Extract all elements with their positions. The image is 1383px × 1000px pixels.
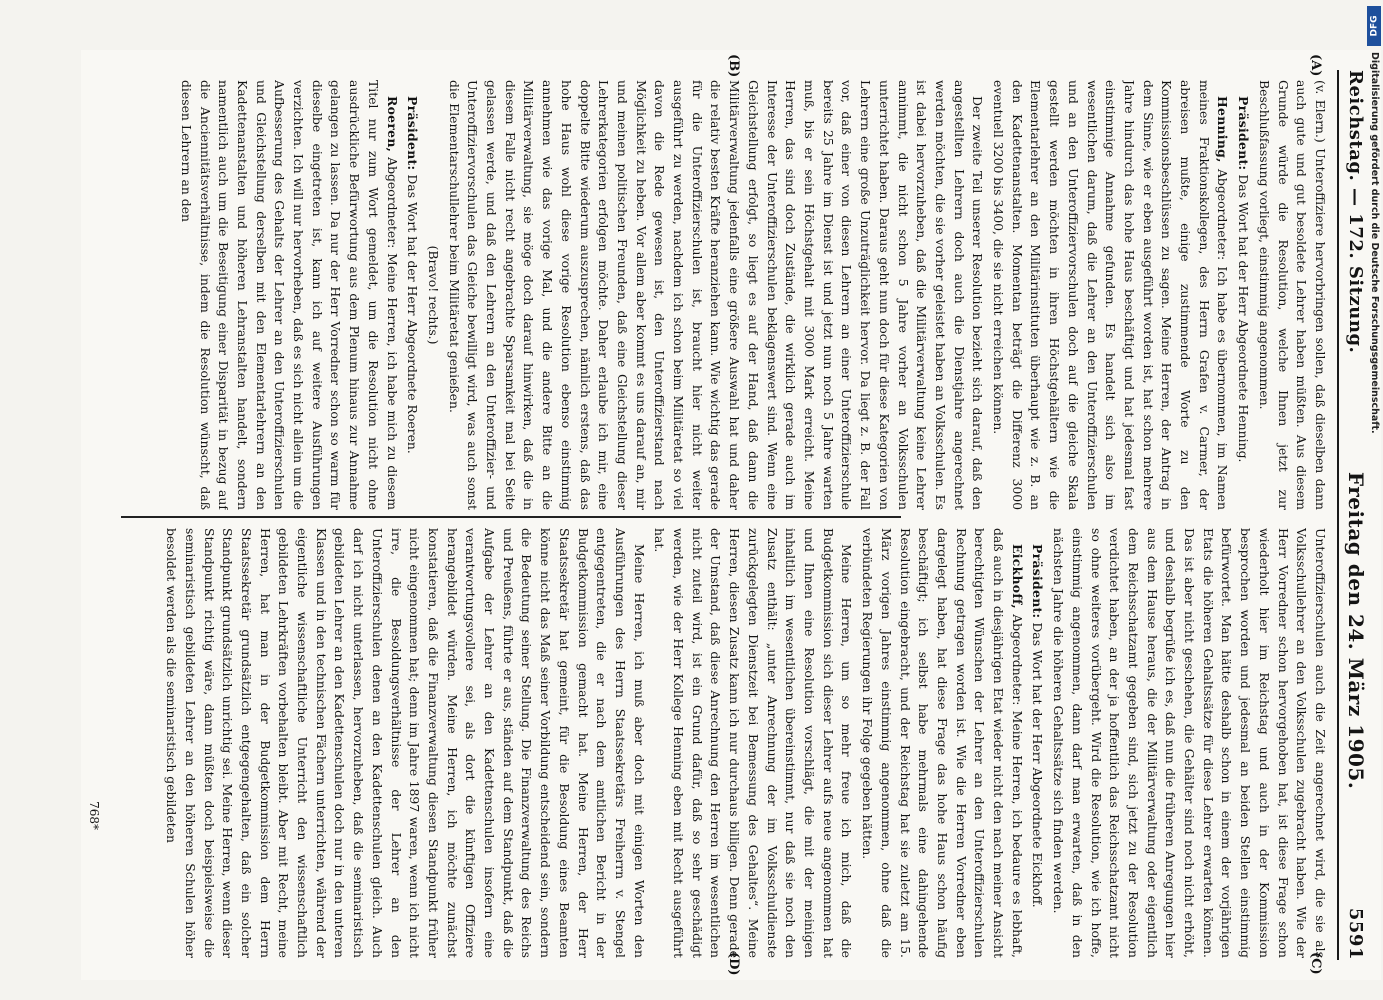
speaker-name: Präsident: bbox=[1030, 544, 1046, 619]
speech-paragraph bbox=[403, 80, 422, 510]
text-paragraph bbox=[650, 528, 856, 958]
dfg-logo: DFG bbox=[1367, 6, 1381, 46]
header-left: Reichstag. — 172. Sitzung. bbox=[1345, 70, 1367, 354]
paragraph-text: Meine Herren, ich muß aber doch mit einigen Worten den Ausführungen des Herrn Staatssekretärs Freiherrn v. Stengel entgegentreten, die er nach dem amtlichen Bericht in der Budgetkommission gemacht hat. Meine Herren, der Herr Staatssekretär hat gemeint, für die Besoldung eines Beamten könne nicht das Maß seiner Vorbildung entscheidend sein, sondern die Bedeutung seiner Stellung. Die Finanzverwaltung des Reichs und Preußens, führte er aus, ständen auf dem Standpunkt, daß die Aufgabe der Lehrer an den Kadettenschulen insofern eine verantwortungsvollere sei, als dort die künftigen Offiziere herangebildet würden. Meine Herren, ich möchte zunächst konstatieren, daß die Finanzverwaltung diesen Standpunkt früher nicht eingenommen hat; denn im Jahre 1897 waren, wenn ich nicht irre, die Besoldungsverhältnisse der Lehrer an den Unteroffizierschulen denen an den Kadettenschulen gleich. Auch darf ich nicht unterlassen, hervorzuheben, daß die seminaristisch gebildeten Lehrer an den Kadettenschulen doch nur in den unteren Klassen und in den technischen Fächern unterrichten, während der eigentliche wissenschaftliche Unterricht den wissenschaftlich gebildeten Lehrkräften vorbehalten bleibt. Aber mit Recht, meine Herren, hat man in der Budgetkommission dem Herrn Staatssekretär grundsätzlich entgegengehalten, daß ein solcher Standpunkt grundsätzlich unrichtig sei. Meine Herren, wenn dieser Standpunkt richtig wäre, dann müßten doch beispielsweise die seminaristisch gebildeten Lehrer an den höheren Schulen höher besoldet werden als die seminaristisch gebildeten bbox=[164, 528, 647, 958]
margin-marker-c: (C) bbox=[1308, 952, 1323, 975]
text-paragraph bbox=[161, 528, 647, 958]
text-paragraph bbox=[423, 80, 442, 510]
paragraph-text: Das Wort hat der Herr Abgeordnete Roeren. bbox=[405, 174, 421, 454]
text-paragraph bbox=[1254, 80, 1329, 510]
digitization-note: Digitalisierung gefördert durch die Deutsche Forschungsgemeinschaft. bbox=[1369, 52, 1380, 434]
page-number: 5591 bbox=[1345, 907, 1367, 960]
paragraph-text: (Bravo! rechts.) bbox=[425, 245, 441, 345]
text-paragraph bbox=[444, 80, 986, 510]
paragraph-text: Der zweite Teil unserer Resolution bezieht sich darauf, daß den angestellten Lehrern doch auch die Dienstjahre angerechnet werden möchten, die sie vorher geleistet haben an Volksschulen. Es ist dabei hervorzuheben, daß die Militärverwaltung keine Lehrer annimmt, die nicht schon 5 Jahre vorher an Volksschulen unterrichtet haben. Daraus geht nun doch für diese Kategorien von Lehrern eine große Unzuträglichkeit hervor. Da liegt z. B. der Fall vor, daß einer von diesen Lehrern an einer Unteroffizierschule bereits 25 Jahre im Dienst ist und jetzt nun noch 5 Jahre warten muß, bis er sein Höchstgehalt mit 3000 Mark erreicht. Meine Herren, das sind doch Zustände, die wirklich gerade auch im Interesse der Unteroffizierschulen beklagenswert sind. Wenn eine Gleichstellung erfolgt, so liegt es auf der Hand, daß dann die Militärverwaltung jedenfalls eine größere Auswahl hat und daher die relativ besten Kräfte heranziehen kann. Wie wichtig das gerade für die Unteroffizierschulen ist, braucht hier nicht weiter ausgeführt zu werden, nachdem ich schon beim Militäretat so viel davon die Rede gewesen ist, den Unteroffizierstand nach Möglichkeit zu heben. Vor allem aber kommt es uns darauf an, mir und meinen politischen Freunden, daß eine Gleichstellung dieser Lehrerkategorien erfolgen möchte. Daher erlaube ich mir, eine doppelte Bitte wiederum auszusprechen, nämlich erstens, daß das hohe Haus wohl diese vorige Resolution ebenso einstimmig annehmen wie das vorige Mal, und die andere Bitte an die Militärverwaltung, sie möge doch darauf hinwirken, daß die in diesem Falle nicht recht angebrachte Sparsamkeit mal bei Seite gelassen werde, und daß den Lehrern an den Unteroffizier- und Unteroffiziervorschulen das Gleiche bewilligt wird, was auch sonst die Elementarschullehrer beim Militäretat genießen. bbox=[446, 80, 986, 510]
speech-paragraph bbox=[1233, 80, 1252, 510]
speech-paragraph bbox=[857, 528, 1025, 958]
speaker-name: Präsident: bbox=[405, 96, 421, 171]
left-text-column bbox=[105, 80, 1329, 510]
paragraph-text: Abgeordneter: Meine Herren, ich bedaure es lebhaft, daß auch in diesjährigen Etat wieder nicht den nach meiner Ansicht berechtigten Wünschen der Lehrer an den Unteroffizierschulen Rechnung getragen worden ist. Wie die Herren Vorredner eben dargelegt haben, hat diese Frage das hohe Haus schon häufig beschäftigt; ich selbst habe mehrmals eine dahingehende Resolution eingebracht, und der Reichstag hat sie zuletzt am 15. März vorigen Jahres einstimmig angenommen, ohne daß die verbündeten Regierungen ihr Folge gegeben hätten. bbox=[860, 528, 1025, 958]
speech-paragraph bbox=[176, 80, 400, 510]
speech-paragraph bbox=[1028, 528, 1047, 958]
speech-paragraph bbox=[988, 80, 1231, 510]
text-paragraph bbox=[1048, 528, 1329, 958]
speaker-name: Eickhoff, bbox=[1009, 544, 1025, 609]
header-date: Freitag den 24. März 1905. bbox=[1344, 471, 1368, 790]
paragraph-text: Unteroffizierschulen auch die Zeit angerechnet wird, die sie als Volksschullehrer an den Volksschulen zugebracht haben. Wie der Herr Vorredner schon hervorgehoben hat, ist diese Frage schon wiederholt hier im Reichstag und auch in der Kommission besprochen worden und jedesmal an beiden Stellen einstimmig befürwortet. Man hätte deshalb schon in einem der vorjährigen Etats die höheren Gehaltssätze für diese Lehrer erwarten können. Das ist aber nicht geschehen, die Gehälter sind noch nicht erhöht, und deshalb begrüße ich es, daß nun die früheren Anregungen hier aus dem Hause heraus, die der Militärverwaltung oder eigentlich dem Reichsschatzamt gegeben sind, sich jetzt zu der Resolution verdichtet haben, an der ja hoffentlich das Reichsschatzamt nicht so ohne weiteres vorübergeht. Wird die Resolution, wie ich hoffe, einstimmig angenommen, dann darf man erwarten, daß in den nächsten Jahre die höheren Gehaltssätze sich finden werden. bbox=[1051, 528, 1328, 958]
margin-marker-a: (A) bbox=[1308, 54, 1323, 77]
speaker-name: Roeren, bbox=[384, 96, 400, 153]
paragraph-text: Das Wort hat der Herr Abgeordnete Eickhoff. bbox=[1030, 622, 1046, 908]
speaker-name: Henning, bbox=[1215, 96, 1231, 163]
margin-marker-b: (B) bbox=[726, 54, 741, 78]
speaker-name: Präsident: bbox=[1236, 96, 1252, 171]
margin-marker-d: (D) bbox=[726, 952, 741, 976]
paragraph-text: Das Wort hat der Herr Abgeordnete Henning. bbox=[1236, 174, 1252, 463]
paragraph-text: Meine Herren, um so mehr freue ich mich, daß die Budgetkommission sich dieser Lehrer aufs neue angenommen hat und Ihnen eine Resolution vorschlägt, die mit der meinigen inhaltlich im wesentlichen übereinstimmt, nur daß sie noch den Zusatz enthält: „unter Anrechnung der im Volksschuldienste zurückgelegten Dienstzeit bei Bemessung des Gehaltes“. Meine Herren, diesen Zusatz kann ich nur durchaus billigen. Denn gerade der Umstand, daß diese Anrechnung den Herren im wesentlichen nicht zuteil wird, ist ein Grund dafür, daß so sehr geschädigt werden, wie der Herr Kollege Henning eben mit Recht ausgeführt hat. bbox=[652, 528, 855, 958]
digitization-strip bbox=[1361, 0, 1383, 1000]
paragraph-text: Abgeordneter: Meine Herren, ich habe mich zu diesem Titel nur zum Wort gemeldet, um die Resolution nicht ohne ausdrückliche Befürwortung aus dem Plenum hinaus zur Annahme gelangen zu lassen. Da nur der Herr Vorredner schon so warm für dieselbe eingetreten ist, kann ich auf weitere Ausführungen verzichten. Ich will nur hervorheben, daß es sich nicht allein um die Aufbesserung des Gehalts der Lehrer an den Unteroffizierschulen und Gleichstellung derselben mit den Elementarlehrern an den Kadettenanstalten und höheren Lehranstalten handelt, sondern namentlich auch um die Beseitigung einer Disparität in bezug auf die Anciennitätsverhältnisse, indem die Resolution wünscht, daß diesen Lehrern an den bbox=[178, 80, 400, 510]
paragraph-text: Abgeordneter: Ich habe es übernommen, im Namen meines Fraktionskollegen, des Herrn Grafen v. Carmer, der abreisen mußte, einige zustimmende Worte zu den Kommissionsbeschlüssen zu sagen. Meine Herren, der Antrag in dem Sinne, wie er eben ausgeführt worden ist, hat schon mehrere Jahre hindurch das hohe Haus beschäftigt und hat jedesmal fast einstimmige Annahme gefunden. Es handelt sich also im wesentlichen darum, daß die Lehrer an den Unteroffizierschulen und an den Unteroffiziervorschulen doch auf die gleiche Skala gestellt werden möchten in ihren Höchstgehältern wie die Elementarlehrer an den Militärinstituten überhaupt wie z. B. an den Kadettenanstalten. Momentan beträgt die Differenz 3000 eventuell 3200 bis 3400, die sie nicht erreichen können. bbox=[991, 80, 1231, 510]
footer-mark: 768* bbox=[87, 801, 101, 830]
right-text-column bbox=[105, 528, 1329, 958]
column-divider bbox=[121, 516, 901, 518]
paragraph-text: (v. Elern.) Unteroffiziere hervorbringen sollen, daß dieselben dann auch gute und gut besoldete Lehrer haben müßten. Aus diesem Grunde würde die Resolution, welche Ihnen jetzt zur Beschlußfassung vorliegt, einstimmig angenommen. bbox=[1256, 80, 1328, 510]
rotated-document-page bbox=[81, 50, 1381, 980]
